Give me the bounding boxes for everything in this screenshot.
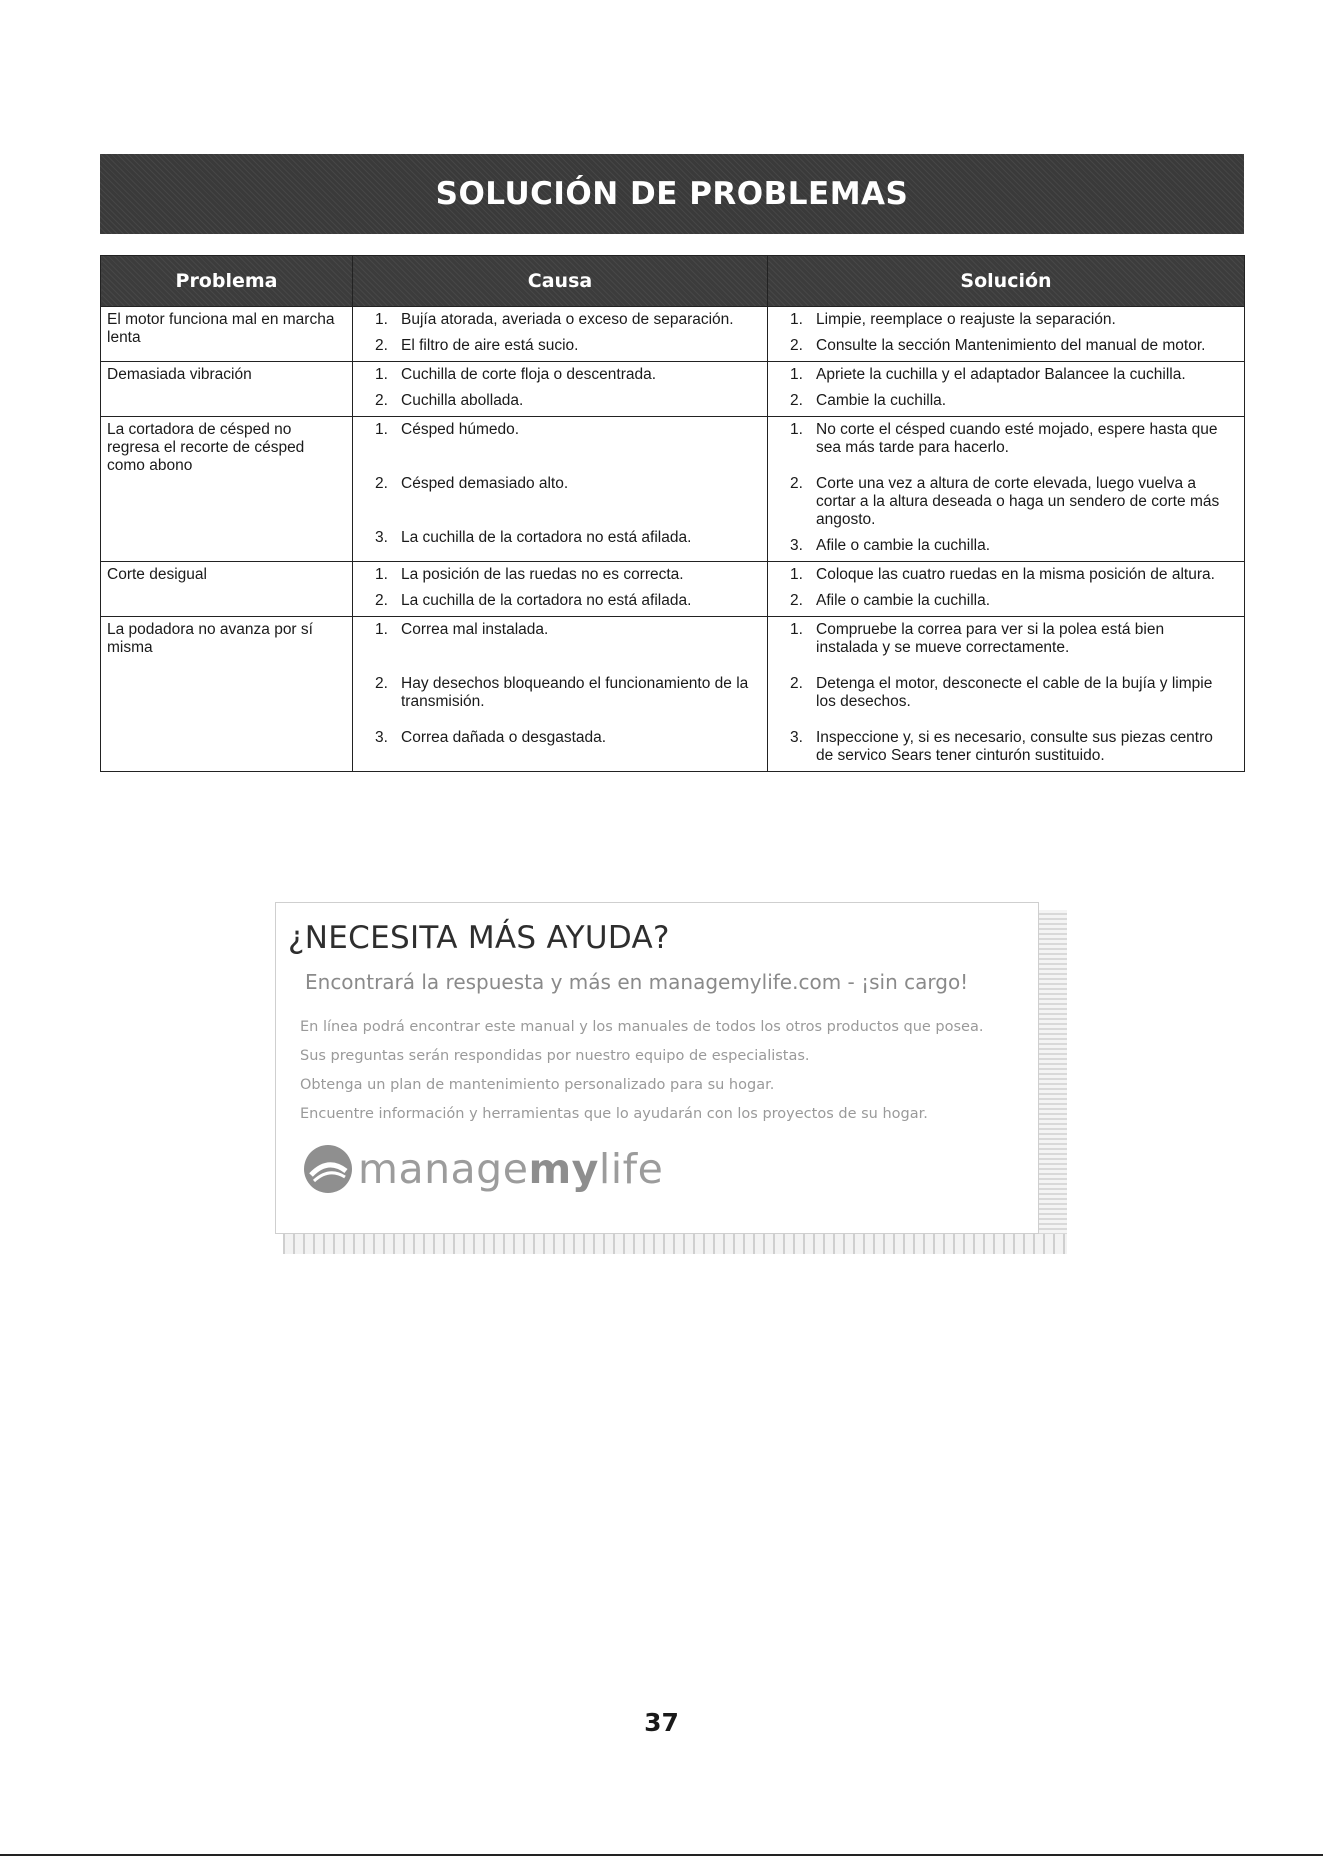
column-header-solution: Solución <box>768 256 1245 307</box>
table-row <box>101 617 1245 772</box>
help-lines <box>300 1013 983 1129</box>
solution-item <box>774 392 1238 410</box>
logo-part: life <box>598 1145 664 1193</box>
solution-cell <box>768 617 1245 772</box>
item-number: 2. <box>375 475 388 492</box>
solution-cell <box>768 562 1245 617</box>
item-number: 2. <box>790 337 803 354</box>
cause-text: Correa mal instalada. <box>401 621 549 638</box>
item-number: 2. <box>790 475 803 492</box>
cause-item <box>359 366 761 384</box>
cause-item <box>359 592 761 610</box>
solution-text: Inspeccione y, si es necesario, consulte sus piezas centro de servico Sears tener cinturón sustituido. <box>816 729 1213 764</box>
solution-text: Detenga el motor, desconecte el cable de la bujía y limpie los desechos. <box>816 675 1213 710</box>
problem-cell: Corte desigual <box>101 562 353 617</box>
item-number: 2. <box>375 392 388 409</box>
item-number: 2. <box>375 337 388 354</box>
item-number: 3. <box>790 537 803 554</box>
managemylife-logo <box>302 1143 663 1195</box>
problem-cell: Demasiada vibración <box>101 362 353 417</box>
problem-cell: La cortadora de césped no regresa el recorte de césped como abono <box>101 417 353 562</box>
cause-item <box>359 337 761 355</box>
cause-item <box>359 729 761 747</box>
cause-text: Césped demasiado alto. <box>401 475 569 492</box>
table-row <box>101 307 1245 362</box>
help-line: Sus preguntas serán respondidas por nuestro equipo de especialistas. <box>300 1048 810 1064</box>
cause-item <box>359 421 761 467</box>
solution-cell <box>768 417 1245 562</box>
solution-text: Apriete la cuchilla y el adaptador Balancee la cuchilla. <box>816 366 1186 383</box>
solution-item <box>774 311 1238 329</box>
cause-text: Cuchilla de corte floja o descentrada. <box>401 366 657 383</box>
solution-text: Limpie, reemplace o reajuste la separación. <box>816 311 1116 328</box>
item-number: 3. <box>790 729 803 746</box>
section-banner <box>100 154 1244 234</box>
solution-text: Coloque las cuatro ruedas en la misma posición de altura. <box>816 566 1215 583</box>
solution-item <box>774 566 1238 584</box>
item-number: 2. <box>790 592 803 609</box>
item-number: 1. <box>790 566 803 583</box>
solution-item <box>774 421 1238 467</box>
solution-text: Afile o cambie la cuchilla. <box>816 537 991 554</box>
solution-cell <box>768 362 1245 417</box>
item-number: 1. <box>790 366 803 383</box>
help-title: ¿NECESITA MÁS AYUDA? <box>288 920 670 956</box>
help-box-shadow-bottom <box>283 1234 1067 1254</box>
cause-item <box>359 675 761 721</box>
item-number: 1. <box>375 566 388 583</box>
cause-item <box>359 566 761 584</box>
help-line: Encuentre información y herramientas que lo ayudarán con los proyectos de su hogar. <box>300 1106 928 1122</box>
column-header-problem: Problema <box>101 256 353 307</box>
item-number: 1. <box>375 621 388 638</box>
item-number: 1. <box>375 311 388 328</box>
cause-text: Correa dañada o desgastada. <box>401 729 607 746</box>
solution-item <box>774 537 1238 555</box>
solution-item <box>774 592 1238 610</box>
table-row <box>101 562 1245 617</box>
cause-text: La posición de las ruedas no es correcta. <box>401 566 684 583</box>
solution-text: Compruebe la correa para ver si la polea está bien instalada y se mueve correctamente. <box>816 621 1165 656</box>
cause-cell <box>353 417 768 562</box>
section-title: SOLUCIÓN DE PROBLEMAS <box>435 176 909 212</box>
item-number: 1. <box>790 311 803 328</box>
help-line: Obtenga un plan de mantenimiento personalizado para su hogar. <box>300 1077 775 1093</box>
bottom-rule <box>0 1854 1323 1856</box>
cause-cell <box>353 362 768 417</box>
column-header-cause: Causa <box>353 256 768 307</box>
table-row <box>101 362 1245 417</box>
solution-text: No corte el césped cuando esté mojado, espere hasta que sea más tarde para hacerlo. <box>816 421 1218 456</box>
cause-item <box>359 529 761 547</box>
solution-item <box>774 366 1238 384</box>
solution-text: Consulte la sección Mantenimiento del manual de motor. <box>816 337 1206 354</box>
cause-text: El filtro de aire está sucio. <box>401 337 579 354</box>
logo-part-bold: my <box>528 1145 599 1193</box>
logo-wordmark <box>358 1145 663 1193</box>
cause-text: Cuchilla abollada. <box>401 392 524 409</box>
troubleshooting-table <box>100 255 1245 772</box>
solution-text: Cambie la cuchilla. <box>816 392 947 409</box>
cause-text: Césped húmedo. <box>401 421 520 438</box>
solution-item <box>774 729 1238 765</box>
cause-text: Bujía atorada, averiada o exceso de separación. <box>401 311 734 328</box>
cause-text: La cuchilla de la cortadora no está afilada. <box>401 529 692 546</box>
item-number: 1. <box>375 421 388 438</box>
logo-part: manage <box>358 1145 529 1193</box>
item-number: 2. <box>375 675 388 692</box>
problem-cell: El motor funciona mal en marcha lenta <box>101 307 353 362</box>
help-box-shadow-right <box>1039 910 1067 1240</box>
table-row <box>101 417 1245 562</box>
cause-cell <box>353 562 768 617</box>
item-number: 2. <box>375 592 388 609</box>
solution-text: Corte una vez a altura de corte elevada, luego vuelva a cortar a la altura deseada o haga un sendero de corte más angosto. <box>816 475 1220 528</box>
help-line: En línea podrá encontrar este manual y los manuales de todos los otros productos que posea. <box>300 1019 984 1035</box>
cause-item <box>359 621 761 667</box>
item-number: 3. <box>375 529 388 546</box>
problem-cell: La podadora no avanza por sí misma <box>101 617 353 772</box>
cause-text: La cuchilla de la cortadora no está afilada. <box>401 592 692 609</box>
page-number: 37 <box>644 1708 679 1737</box>
cause-text: Hay desechos bloqueando el funcionamiento de la transmisión. <box>401 675 749 710</box>
cause-item <box>359 311 761 329</box>
solution-item <box>774 621 1238 667</box>
item-number: 1. <box>790 421 803 438</box>
cause-item <box>359 392 761 410</box>
solution-item <box>774 675 1238 721</box>
item-number: 2. <box>790 675 803 692</box>
table-header-row <box>101 256 1245 307</box>
managemylife-logo-icon <box>302 1143 354 1195</box>
solution-text: Afile o cambie la cuchilla. <box>816 592 991 609</box>
item-number: 1. <box>375 366 388 383</box>
cause-cell <box>353 617 768 772</box>
item-number: 3. <box>375 729 388 746</box>
cause-item <box>359 475 761 521</box>
solution-cell <box>768 307 1245 362</box>
help-subtitle: Encontrará la respuesta y más en managemylife.com - ¡sin cargo! <box>305 970 969 994</box>
item-number: 1. <box>790 621 803 638</box>
solution-item <box>774 337 1238 355</box>
item-number: 2. <box>790 392 803 409</box>
solution-item <box>774 475 1238 529</box>
cause-cell <box>353 307 768 362</box>
